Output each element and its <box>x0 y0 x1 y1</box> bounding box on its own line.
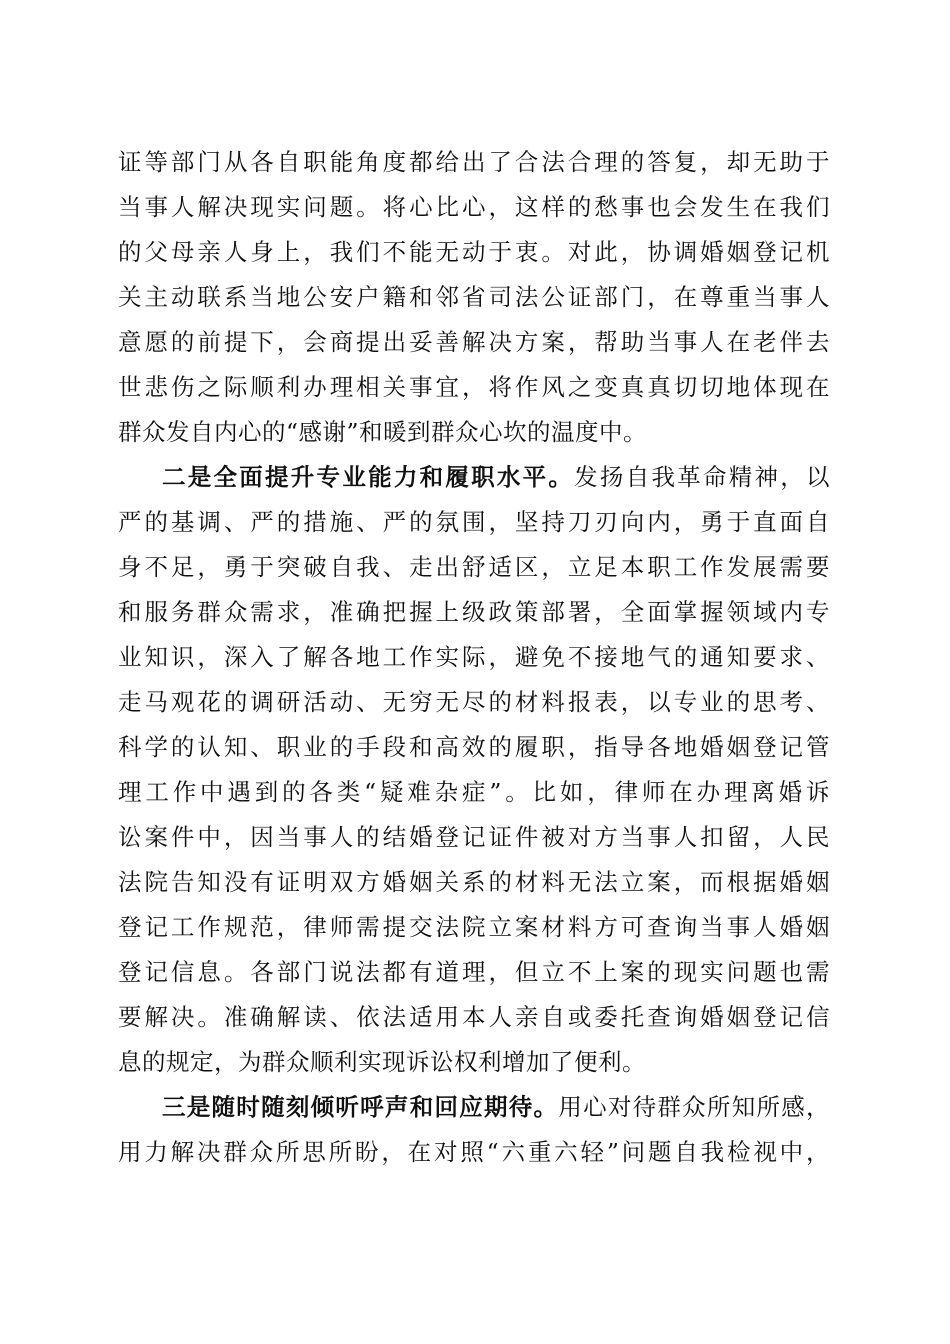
paragraph-2-line-14: 息的规定，为群众顺利实现诉讼权利增加了便利。 <box>118 1048 646 1076</box>
paragraph-2-line-2: 严的基调、严的措施、严的氛围，坚持刀刃向内，勇于直面自 <box>118 508 830 536</box>
paragraph-3-first-line-rest: 用心对待群众所知所感， <box>558 1093 831 1121</box>
paragraph-1-line-7: 群众发自内心的“感谢”和暖到群众心坎的温度中。 <box>118 418 648 446</box>
paragraph-2-line-5: 业知识，深入了解各地工作实际，避免不接地气的通知要求、 <box>118 643 830 671</box>
paragraph-2-line-10: 法院告知没有证明双方婚姻关系的材料无法立案，而根据婚姻 <box>118 868 830 896</box>
paragraph-2-heading: 二是全面提升专业能力和履职水平。 <box>162 463 575 491</box>
paragraph-2-line-11: 登记工作规范，律师需提交法院立案材料方可查询当事人婚姻 <box>118 913 830 941</box>
paragraph-1-line-3: 的父母亲人身上，我们不能无动于衷。对此，协调婚姻登记机 <box>118 238 830 266</box>
paragraph-3-heading: 三是随时随刻倾听呼声和回应期待。 <box>162 1093 559 1121</box>
paragraph-2-line-13: 要解决。准确解读、依法适用本人亲自或委托查询婚姻登记信 <box>118 1003 830 1031</box>
paragraph-2-line-8: 理工作中遇到的各类“疑难杂症”。比如，律师在办理离婚诉 <box>118 778 830 806</box>
paragraph-2-line-6: 走马观花的调研活动、无穷无尽的材料报表，以专业的思考、 <box>118 688 830 716</box>
paragraph-2-line-9: 讼案件中，因当事人的结婚登记证件被对方当事人扣留，人民 <box>118 823 830 851</box>
paragraph-2-line-4: 和服务群众需求，准确把握上级政策部署，全面掌握领域内专 <box>118 598 830 626</box>
paragraph-1-line-4: 关主动联系当地公安户籍和邻省司法公证部门，在尊重当事人 <box>118 283 830 311</box>
paragraph-1-line-5: 意愿的前提下，会商提出妥善解决方案，帮助当事人在老伴去 <box>118 328 830 356</box>
paragraph-2-line-3: 身不足，勇于突破自我、走出舒适区，立足本职工作发展需要 <box>118 553 830 581</box>
paragraph-2-line-12: 登记信息。各部门说法都有道理，但立不上案的现实问题也需 <box>118 958 830 986</box>
paragraph-1-line-2: 当事人解决现实问题。将心比心，这样的愁事也会发生在我们 <box>118 193 830 221</box>
paragraph-3-line-1 <box>162 1083 830 1131</box>
paragraph-1-line-1: 证等部门从各自职能角度都给出了合法合理的答复，却无助于 <box>118 148 830 176</box>
paragraph-2-line-1 <box>162 453 830 501</box>
paragraph-2-first-line-rest: 发扬自我革命精神，以 <box>574 463 831 491</box>
paragraph-2-line-7: 科学的认知、职业的手段和高效的履职，指导各地婚姻登记管 <box>118 733 830 761</box>
paragraph-3-line-2: 用力解决群众所思所盼，在对照“六重六轻”问题自我检视中， <box>118 1138 830 1166</box>
paragraph-1-line-6: 世悲伤之际顺利办理相关事宜，将作风之变真真切切地体现在 <box>118 373 830 401</box>
